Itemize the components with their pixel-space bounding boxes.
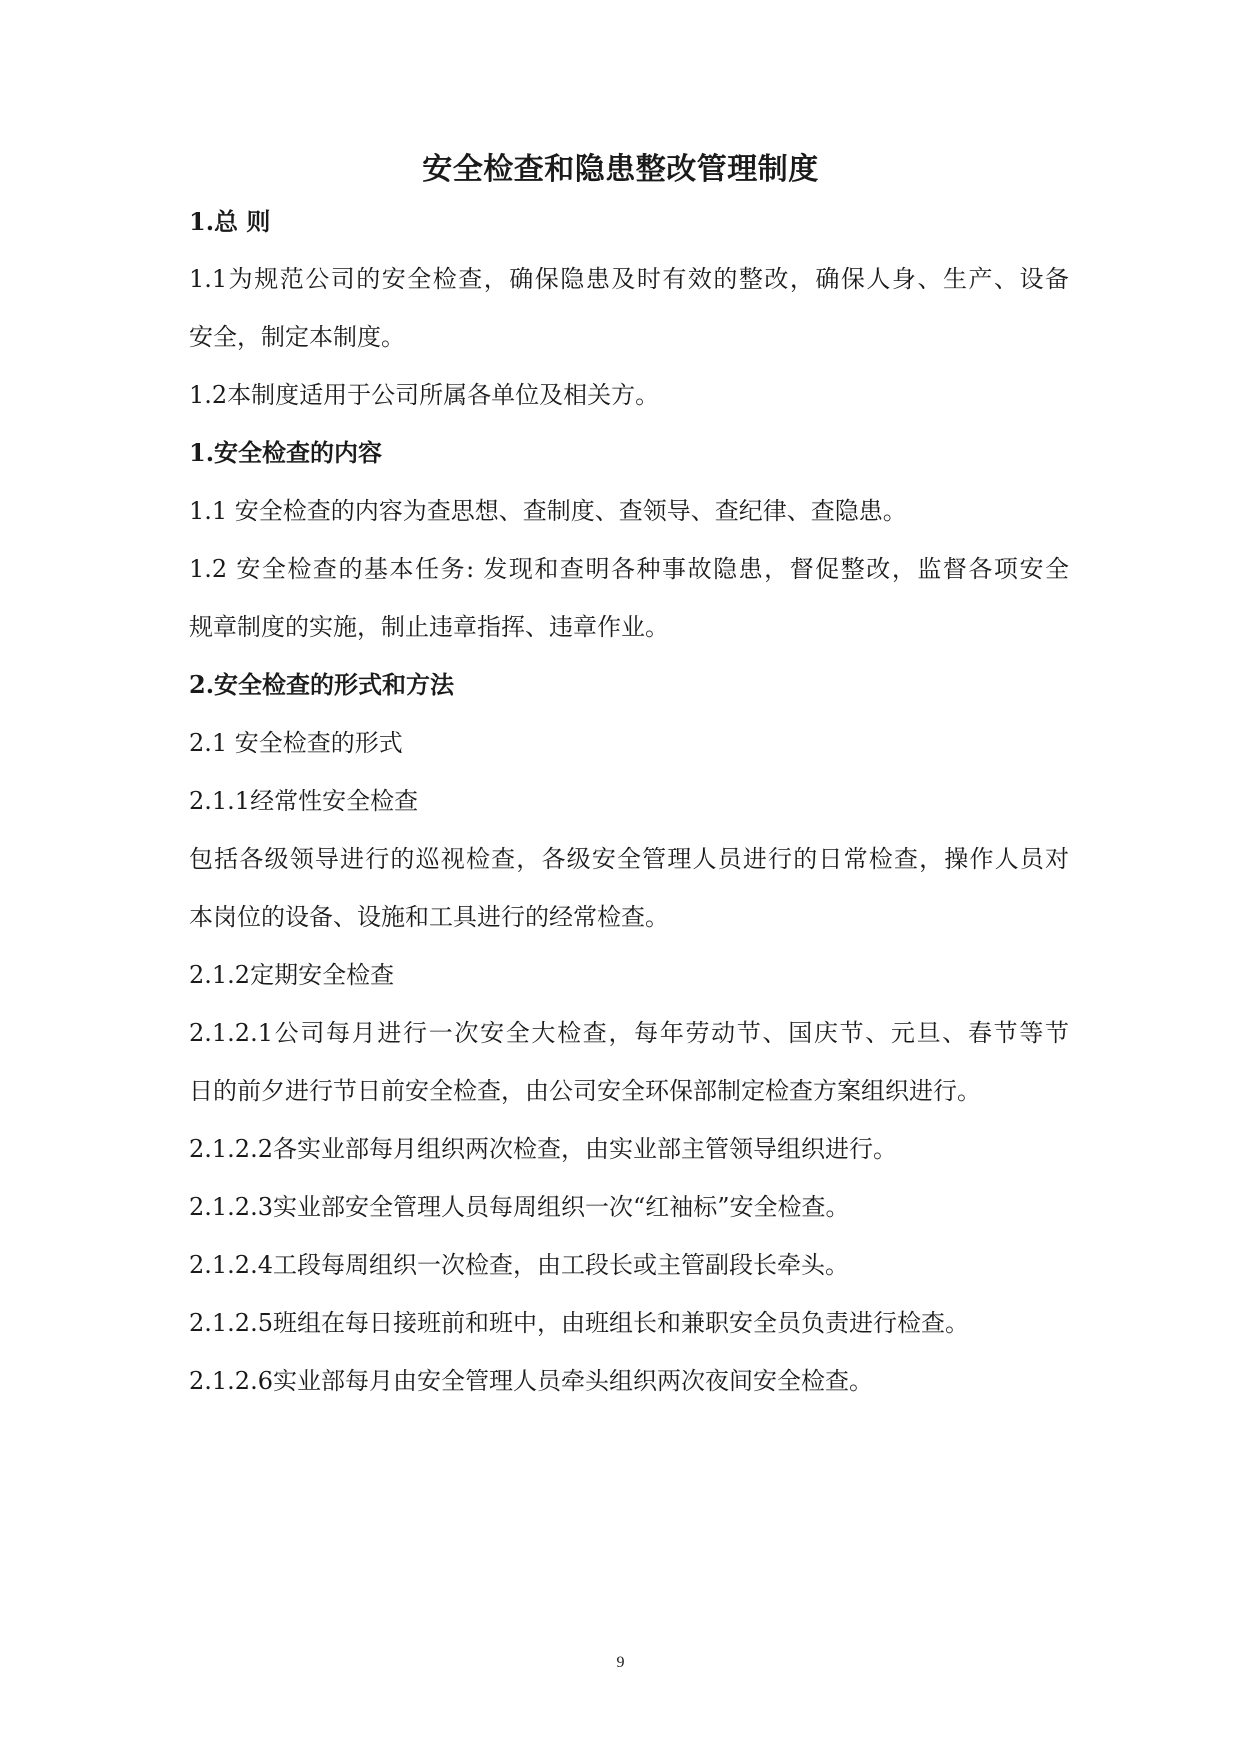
paragraph-line: 2.1.2.4工段每周组织一次检查，由工段长或主管副段长牵头。: [189, 1251, 849, 1279]
page-number: 9: [616, 1654, 625, 1671]
section-heading-general: 1.总 则: [189, 207, 271, 236]
paragraph-line: 1.1 安全检查的内容为查思想、查制度、查领导、查纪律、查隐患。: [189, 497, 907, 525]
paragraph-line: 1.1为规范公司的安全检查，确保隐患及时有效的整改，确保人身、生产、设备: [189, 265, 1069, 293]
paragraph-line: 2.1.2定期安全检查: [189, 961, 395, 989]
paragraph-line: 1.2本制度适用于公司所属各单位及相关方。: [189, 381, 660, 409]
section-heading-inspection-forms: 2.安全检查的形式和方法: [189, 670, 455, 699]
paragraph-line: 2.1.2.2各实业部每月组织两次检查，由实业部主管领导组织进行。: [189, 1135, 897, 1163]
paragraph-line: 2.1.2.6实业部每月由安全管理人员牵头组织两次夜间安全检查。: [189, 1367, 873, 1395]
paragraph-line: 2.1.1经常性安全检查: [189, 787, 419, 815]
paragraph-line: 日的前夕进行节日前安全检查，由公司安全环保部制定检查方案组织进行。: [189, 1077, 981, 1105]
paragraph-line: 2.1 安全检查的形式: [189, 729, 403, 757]
paragraph-line: 安全，制定本制度。: [189, 323, 405, 351]
paragraph-line: 1.2 安全检查的基本任务: 发现和查明各种事故隐患，督促整改，监督各项安全: [189, 555, 1069, 583]
section-heading-inspection-content: 1.安全检查的内容: [189, 438, 383, 467]
paragraph-line: 2.1.2.5班组在每日接班前和班中，由班组长和兼职安全员负责进行检查。: [189, 1309, 969, 1337]
paragraph-line: 规章制度的实施，制止违章指挥、违章作业。: [189, 613, 669, 641]
paragraph-line: 2.1.2.1公司每月进行一次安全大检查，每年劳动节、国庆节、元旦、春节等节: [189, 1019, 1069, 1047]
paragraph-line: 本岗位的设备、设施和工具进行的经常检查。: [189, 903, 669, 931]
document-title: 安全检查和隐患整改管理制度: [422, 152, 819, 187]
paragraph-line: 2.1.2.3实业部安全管理人员每周组织一次“红袖标”安全检查。: [189, 1193, 850, 1221]
paragraph-line: 包括各级领导进行的巡视检查，各级安全管理人员进行的日常检查，操作人员对: [189, 845, 1069, 873]
